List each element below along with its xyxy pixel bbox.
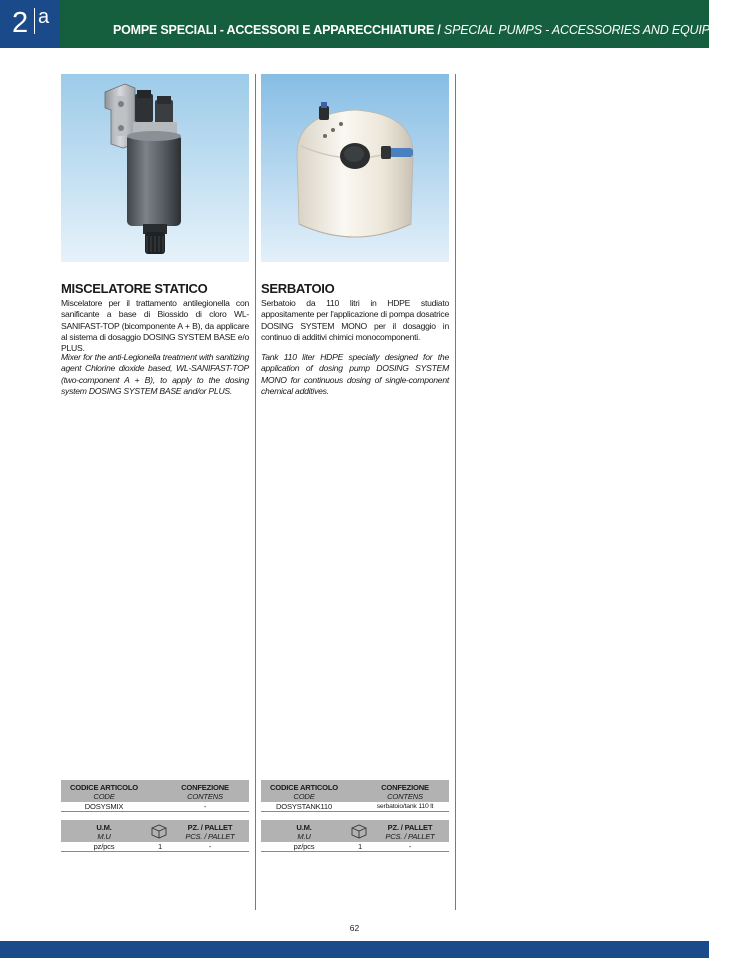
product-description-en-tank: Tank 110 liter HDPE specially designed for the application of dosing pump DOSING SYSTEM MONO for continuous dosing of single-component chemical additives. [261, 352, 449, 396]
chapter-badge [0, 0, 60, 48]
product-photo-mixer [61, 74, 249, 262]
col-um-header [61, 823, 147, 841]
chapter-number: 2 [12, 7, 29, 39]
pack-label: CONFEZIONE [381, 783, 429, 792]
box-qty-value: 1 [157, 842, 163, 851]
product-table-tank [261, 780, 449, 852]
chapter-separator [34, 8, 35, 34]
code-value: DOSYSMIX [84, 802, 124, 811]
table-row [61, 802, 249, 812]
code-label: CODICE ARTICOLO [269, 783, 338, 792]
section-title [113, 23, 744, 37]
col-um-header [261, 823, 347, 841]
product-description-en-mixer: Mixer for the anti-Legionella treatment with sanitizing agent Chlorine dioxide based, WL-SANIFAST-TOP (two-component A + B), to apply to the dosing system DOSING SYSTEM BASE and/or PLUS. [61, 352, 249, 396]
pack-label-en: CONTENS [187, 792, 223, 801]
product-photo-tank [261, 74, 449, 262]
um-value: pz/pcs [293, 842, 315, 851]
pack-value: - [203, 802, 207, 811]
pack-label: CONFEZIONE [181, 783, 229, 792]
box-icon [150, 823, 168, 839]
um-label-en: M.U [297, 832, 311, 841]
pallet-label: PZ. / PALLET [187, 823, 233, 832]
col-pallet-header [171, 823, 249, 841]
product-description-it-tank: Serbatoio da 110 litri in HDPE studiato appositamente per l'applicazione di pompa dosatrice DOSING SYSTEM MONO per il dosaggio in continuo di additivi chimici monocomponenti. [261, 298, 449, 342]
pack-value: serbatoio/tank 110 lt [376, 803, 434, 810]
um-value: pz/pcs [93, 842, 115, 851]
um-label: U.M. [96, 823, 112, 832]
code-value: DOSYSTANK110 [276, 802, 332, 811]
section-title-it: POMPE SPECIALI - ACCESSORI E APPARECCHIATURE / [113, 23, 441, 37]
code-label-en: CODE [293, 792, 315, 801]
table-row [261, 842, 449, 852]
col-pack-header [361, 783, 449, 801]
pallet-label-en: PCS. / PALLET [385, 832, 435, 841]
table-row [61, 842, 249, 852]
table-header-code [61, 780, 249, 802]
table-header-um [61, 820, 249, 842]
product-table-mixer [61, 780, 249, 852]
table-row [261, 802, 449, 812]
column-divider-right [455, 74, 456, 910]
product-title-mixer: MISCELATORE STATICO [61, 281, 208, 296]
section-title-en: SPECIAL PUMPS - ACCESSORIES AND EQUIPMENT [440, 23, 744, 37]
table-header-code [261, 780, 449, 802]
table-header-um [261, 820, 449, 842]
col-pack-header [161, 783, 249, 801]
box-qty-value: 1 [357, 842, 363, 851]
col-code-header [61, 783, 147, 801]
page-number: 62 [349, 923, 360, 933]
um-label-en: M.U [97, 832, 111, 841]
pack-label-en: CONTENS [387, 792, 423, 801]
product-description-it-mixer: Miscelatore per il trattamento antilegionella con sanificante a base di Biossido di cloro WL-SANIFAST-TOP (bicomponente A + B), da applicare al sistema di dosaggio DOSING SYSTEM BASE e/o PLUS. [61, 298, 249, 354]
col-pallet-header [371, 823, 449, 841]
chapter-letter: a [38, 6, 50, 28]
um-label: U.M. [296, 823, 312, 832]
pallet-label: PZ. / PALLET [387, 823, 433, 832]
footer-bar [0, 941, 709, 958]
pallet-value: - [208, 842, 212, 851]
box-icon [350, 823, 368, 839]
pallet-value: - [408, 842, 412, 851]
code-label: CODICE ARTICOLO [69, 783, 138, 792]
column-divider-left [255, 74, 256, 910]
product-title-tank: SERBATOIO [261, 281, 335, 296]
code-label-en: CODE [93, 792, 115, 801]
pallet-label-en: PCS. / PALLET [185, 832, 235, 841]
col-code-header [261, 783, 347, 801]
page-header [0, 0, 744, 48]
